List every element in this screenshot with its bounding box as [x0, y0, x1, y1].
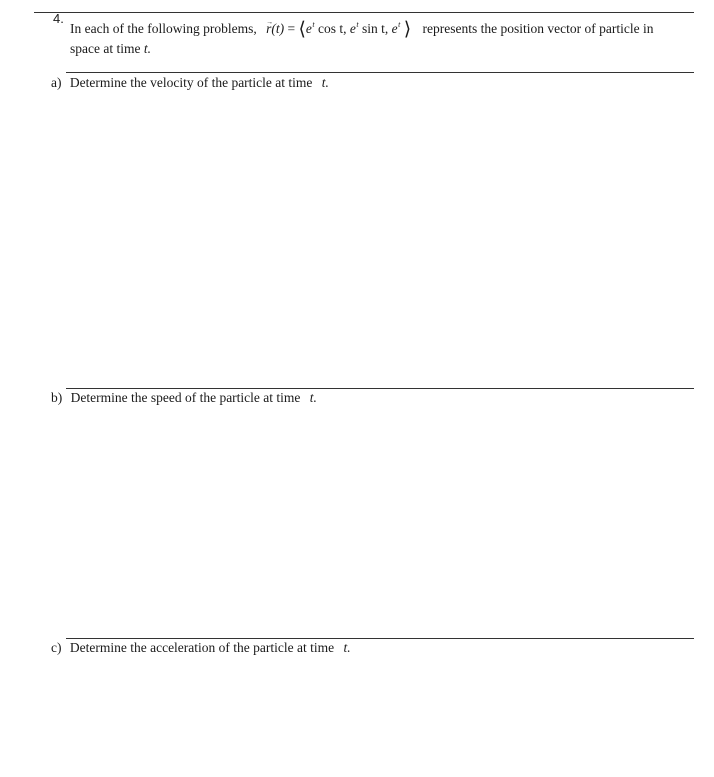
part-b-var: t.: [309, 390, 317, 405]
top-divider: [34, 12, 694, 13]
part-a: [51, 74, 329, 92]
question-after-formula: represents the position vector of particle in: [422, 21, 654, 36]
question-intro: In each of the following problems,: [70, 21, 257, 36]
part-c: [51, 639, 351, 657]
part-c-label: c): [51, 640, 62, 655]
question-line2-text: space at time: [70, 41, 141, 56]
formula-lhs: → r(t): [266, 21, 284, 36]
question-number: 4.: [53, 11, 64, 26]
question-stem-line2: [70, 40, 151, 58]
part-b-label: b): [51, 390, 63, 405]
formula-comp1-base: e: [305, 21, 312, 36]
formula-comp2-base: e: [349, 21, 356, 36]
formula-sep-1: ,: [343, 21, 347, 36]
formula-sep-2: ,: [384, 21, 389, 36]
part-b-text: Determine the speed of the particle at time: [70, 390, 301, 405]
formula-equals: =: [287, 21, 296, 36]
part-c-var: t.: [343, 640, 351, 655]
question-stem: [70, 16, 653, 38]
part-b: [51, 389, 317, 407]
formula-close-bracket: ⟩: [403, 18, 412, 40]
position-vector-formula: [266, 16, 411, 38]
part-a-label: a): [51, 75, 62, 90]
part-a-var: t.: [321, 75, 329, 90]
part-c-text: Determine the acceleration of the particle at time: [69, 640, 335, 655]
formula-comp1-exp: t: [312, 20, 315, 29]
formula-comp3-exp: t: [398, 20, 401, 29]
question-line2-var: t.: [143, 41, 151, 56]
part-a-text: Determine the velocity of the particle at time: [69, 75, 313, 90]
formula-comp1-func: cos t: [317, 21, 344, 36]
formula-comp3-base: e: [391, 21, 398, 36]
formula-comp2-func: sin t: [361, 21, 385, 36]
formula-comp2-exp: t: [356, 20, 359, 29]
formula-open-bracket: ⟨: [298, 18, 306, 40]
part-a-divider: [66, 72, 694, 73]
